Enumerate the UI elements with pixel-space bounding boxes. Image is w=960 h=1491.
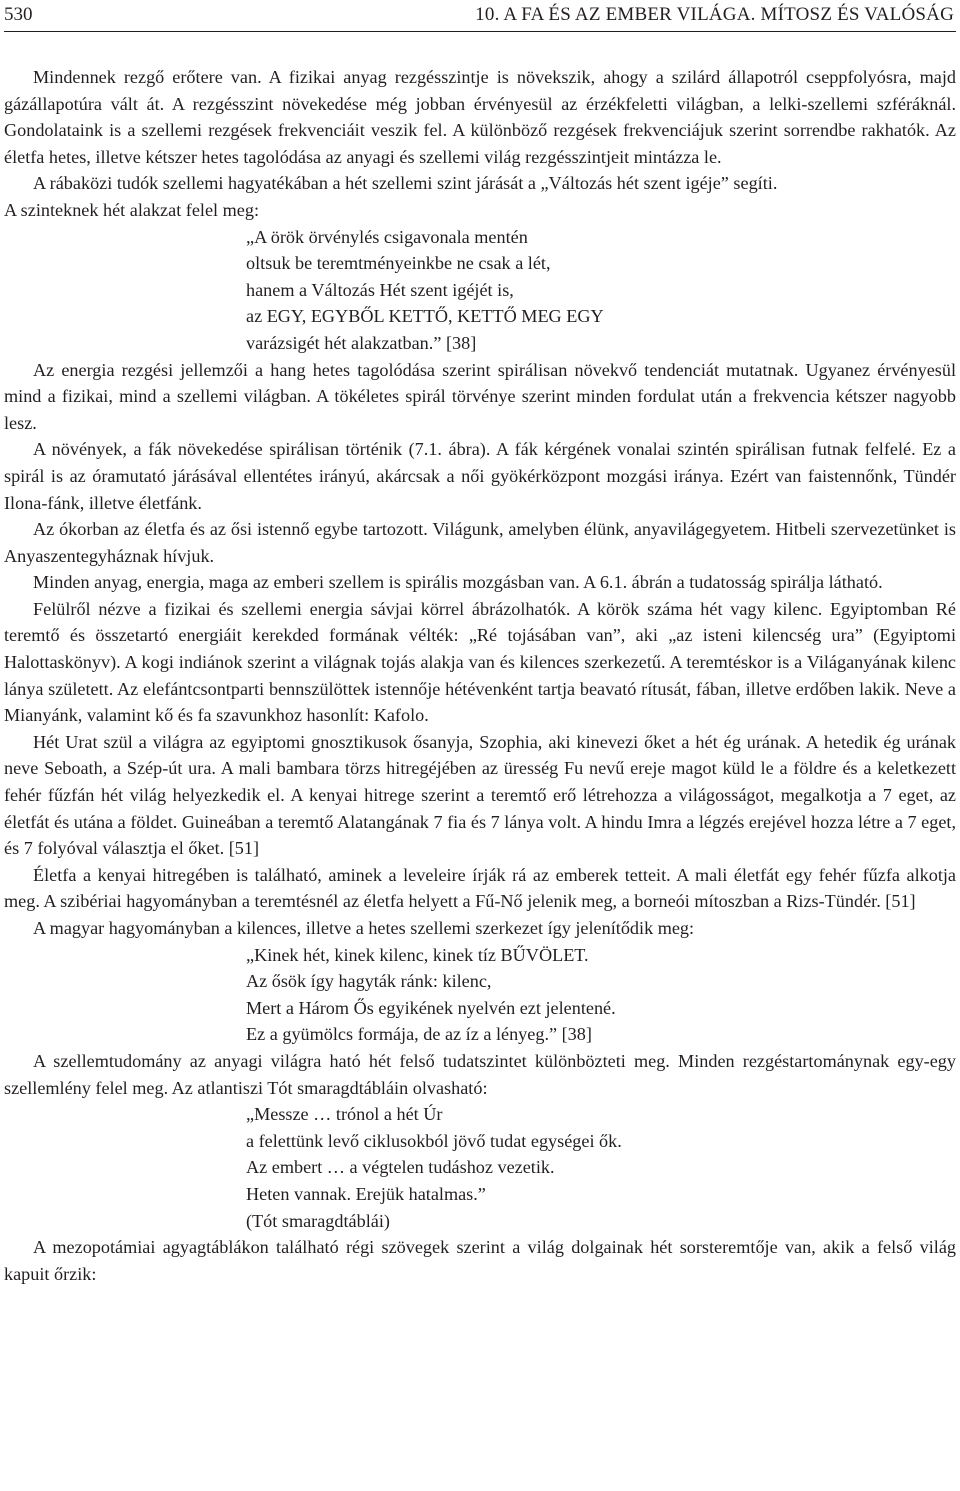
paragraph: Az energia rezgési jellemzői a hang hetes tagolódása szerint spirálisan növekvő tendenciát mutatnak. Ugyanez érvényesül mind a fizikai, mind a szellemi világban. A tökéletes spirál törvénye szerint minden fordulat után a frekvencia kétszer nagyobb lesz. (4, 359, 956, 433)
paragraph: A szinteknek hét alakzat felel meg: (4, 199, 260, 220)
verse-quote (246, 1101, 956, 1234)
paragraph: Életfa a kenyai hitregében is található, aminek a leveleire írják rá az emberek tetteit. A mali életfát egy fehér fűzfa alkotja meg. A szibériai hagyományban a teremtésnél az életfa helyett a Fű-Nő jelenik meg, a borneói mítoszban a Rizs-Tündér. [51] (4, 864, 956, 912)
paragraph: A növények, a fák növekedése spirálisan történik (7.1. ábra). A fák kérgének vonalai szintén spirálisan futnak felfelé. Ez a spirál is az óramutató járásával ellentétes irányú, akárcsak a női gyökérközpont mozgási iránya. Ezért van faistennőnk, Tündér Ilona-fánk, illetve életfánk. (4, 439, 956, 513)
paragraph: Felülről nézve a fizikai és szellemi energia sávjai körrel ábrázolhatók. A körök száma hét vagy kilenc. Egyiptomban Ré teremtő és összetartó energiáit kerekded formának vélték: „Ré tojásában van”, aki „az isteni kilencség ura” (Egyiptomi Halottaskönyv). A kogi indiánok szerint a világnak tojás alakja van és kilences szerkezetű. A teremtéskor is a Világanyának kilenc lánya született. Az elefántcsontparti bennszülöttek istennője hétévenként tartja beavató rítusát, fában, illetve erdőben lakik. Neve a Mianyánk, valamint kő és fa szavunkhoz hasonlít: Kafolo. (4, 598, 956, 726)
verse-line: Mert a Három Ős egyikének nyelvén ezt jelentené. (246, 997, 616, 1018)
paragraph: A mezopotámiai agyagtáblákon található régi szövegek szerint a világ dolgainak hét sorsteremtője van, akik a felső világ kapuit őrzik: (4, 1237, 956, 1284)
running-head: 10. A FA ÉS AZ EMBER VILÁGA. MÍTOSZ ÉS VALÓSÁG (475, 4, 954, 25)
verse-line: varázsigét hét alakzatban.” [38] (246, 332, 477, 353)
verse-line: (Tót smaragdtáblái) (246, 1210, 390, 1231)
verse-line: a felettünk levő ciklusokból jövő tudat egységei ők. (246, 1130, 622, 1151)
verse-line: Az embert … a végtelen tudáshoz vezetik. (246, 1157, 555, 1178)
verse-line: oltsuk be teremtményeinkbe ne csak a lét, (246, 253, 551, 274)
paragraph: A rábaközi tudók szellemi hagyatékában a hét szellemi szint járását a „Változás hét szent igéje” segíti. (33, 173, 778, 194)
verse-line: Heten vannak. Erejük hatalmas.” (246, 1183, 486, 1204)
paragraph: A magyar hagyományban a kilences, illetve a hetes szellemi szerkezet így jelenítődik meg: (33, 918, 695, 938)
paragraph: Hét Urat szül a világra az egyiptomi gnosztikusok ősanyja, Szophia, aki kinevezi őket a hét ég urának. A hetedik ég urának neve Seboath, a Szép-út ura. A mali bambara törzs hitregéjében az üresség Fu nevű ereje magot küld le a földre és a keletkezett fehér fűzfán hét világ helyezkedik el. A kenyai hitrege szerint a teremtő erő létrehozza a világosságot, megalkotja a 7 eget, az életfát és utána a földet. Guineában a teremtő Alatangának 7 fia és 7 lánya volt. A hindu Imra a légzés erejével hozza létre a 7 eget, és 7 folyóval választja el őket. [51] (4, 731, 956, 859)
verse-line: „A örök örvénylés csigavonala mentén (246, 226, 528, 247)
paragraph: A szellemtudomány az anyagi világra ható hét felső tudatszintet különbözteti meg. Minden rezgéstartománynak egy-egy szellemlény felel meg. Az atlantiszi Tót smaragdtábláin olvasható: (4, 1050, 956, 1098)
verse-line: Az ősök így hagyták ránk: kilenc, (246, 971, 492, 992)
header-rule (4, 31, 956, 32)
verse-line: hanem a Változás Hét szent igéjét is, (246, 279, 514, 300)
verse-line: az EGY, EGYBŐL KETTŐ, KETTŐ MEG EGY (246, 306, 604, 327)
verse-quote (246, 942, 956, 1048)
verse-line: „Kinek hét, kinek kilenc, kinek tíz BŰVÖLET. (246, 944, 589, 965)
paragraph: Az ókorban az életfa és az ősi istennő egybe tartozott. Világunk, amelyben élünk, anyavilágegyetem. Hitbeli szervezetünket is Anyaszentegyháznak hívjuk. (4, 519, 956, 566)
verse-line: Ez a gyümölcs formája, de az íz a lényeg.” [38] (246, 1024, 592, 1045)
page-header (0, 0, 960, 34)
page-number: 530 (4, 4, 33, 25)
body-text (4, 64, 956, 1287)
verse-quote (246, 224, 956, 357)
verse-line: „Messze … trónol a hét Úr (246, 1104, 443, 1125)
paragraph: Mindennek rezgő erőtere van. A fizikai anyag rezgésszintje is növekszik, ahogy a szilárd állapotról cseppfolyósra, majd gázállapotúra vált át. A rezgésszint növekedése még jobban érvényesül az érzékfeletti világban, a lelki-szellemi szféráknál. Gondolataink is a szellemi rezgések frekvenciáit veszik fel. A különböző rezgések frekvenciájuk szerint sorrendbe rakhatók. Az életfa hetes, illetve kétszer hetes tagolódása az anyagi és szellemi világ rezgésszintjeit mintázza le. (4, 67, 956, 167)
paragraph: Minden anyag, energia, maga az emberi szellem is spirális mozgásban van. A 6.1. ábrán a tudatosság spirálja látható. (33, 572, 883, 593)
